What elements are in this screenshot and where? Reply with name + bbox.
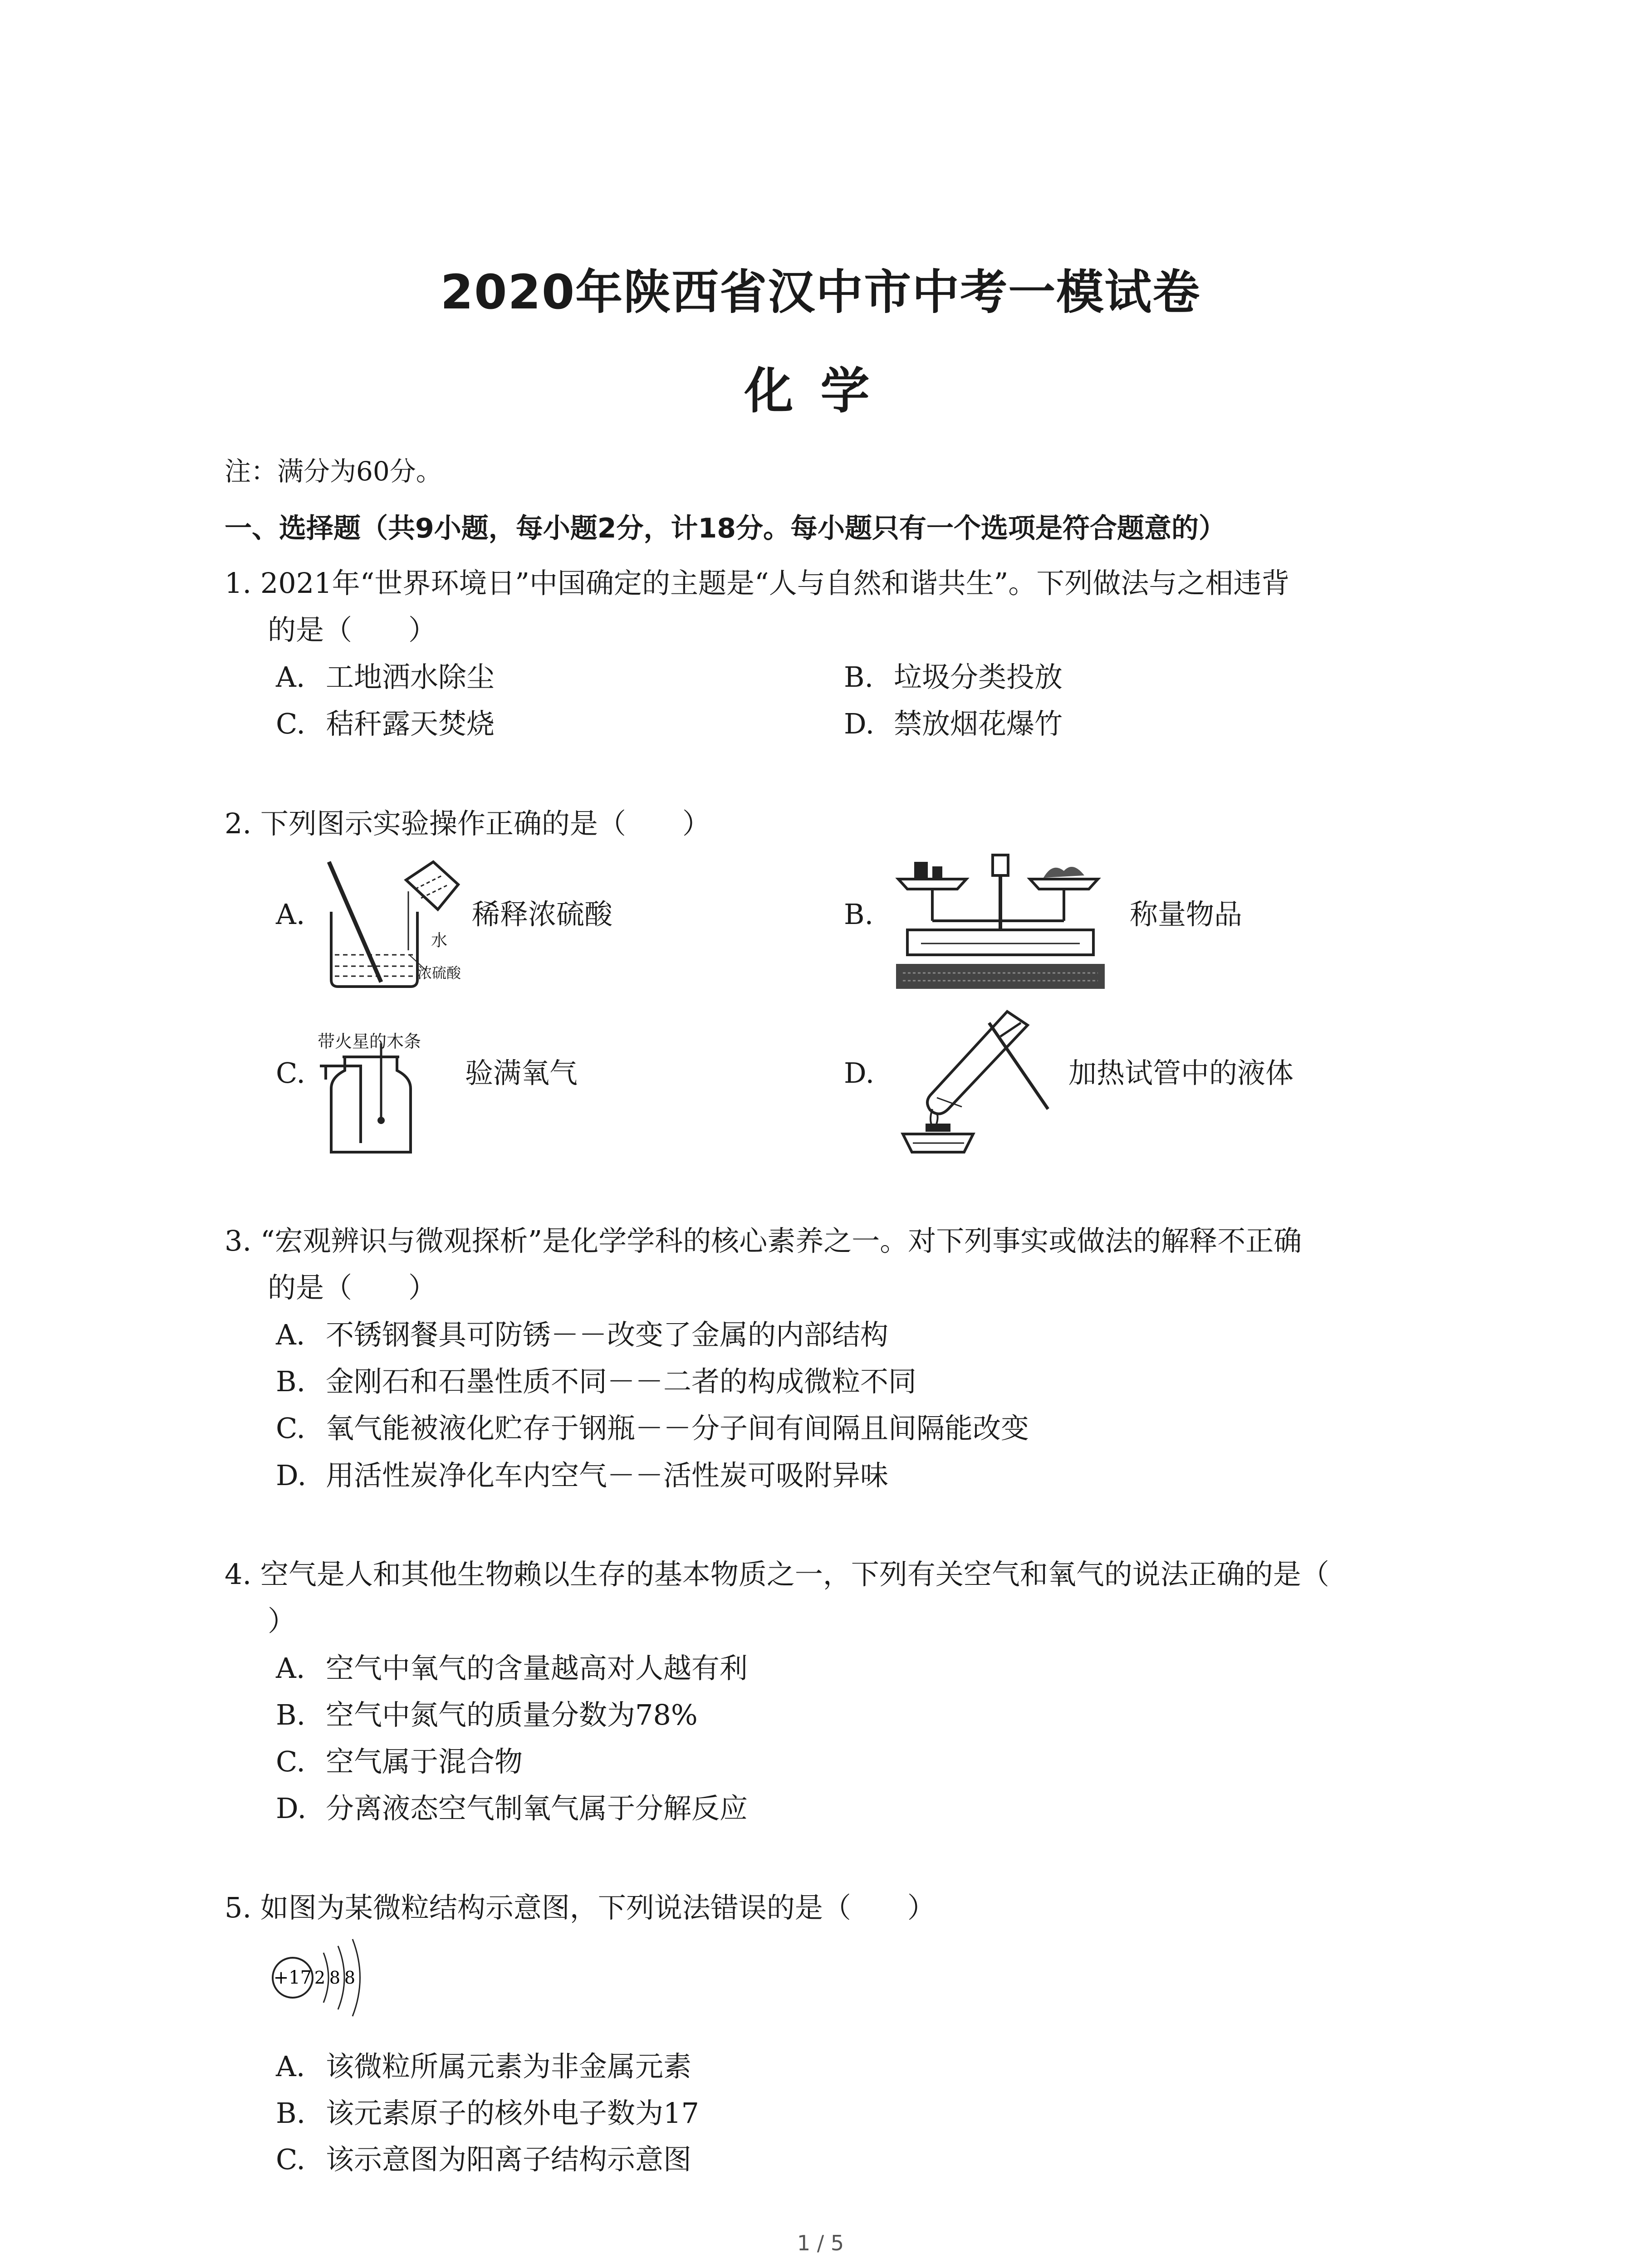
q5-option-b[interactable] [276,2097,699,2130]
q4-option-a[interactable] [276,1652,748,1685]
option-letter: C. [276,707,305,740]
q2-option-d-text: 加热试管中的液体 [1068,1056,1294,1090]
q2-option-b-letter[interactable]: B. [844,898,874,931]
q2-option-a-letter[interactable]: A. [276,898,305,931]
conc-acid-label: 浓硫酸 [417,964,461,982]
q2-option-a-text: 稀释浓硫酸 [472,898,613,931]
option-text: 分离液态空气制氧气属于分解反应 [326,1792,748,1825]
q3-option-a[interactable] [276,1318,889,1351]
option-text: 秸秆露天焚烧 [326,707,495,740]
option-letter: A. [276,2050,305,2083]
score-note: 注：满分为60分。 [225,456,442,487]
option-letter: C. [276,1412,305,1445]
option-letter: B. [276,1698,306,1731]
q4-option-c[interactable] [276,1745,523,1778]
option-text: 空气中氧气的含量越高对人越有利 [326,1652,748,1685]
option-text: 工地洒水除尘 [326,660,495,694]
option-letter: C. [276,1745,305,1778]
option-letter: D. [276,1792,307,1825]
option-letter: C. [276,2143,305,2176]
shell-3-electrons: 8 [344,1968,356,1988]
shell-1-electrons: 2 [314,1968,326,1988]
heating-tube-figure [885,1005,1066,1154]
exam-title: 2020年陕西省汉中市中考一模试卷 [440,264,1201,320]
q3-option-c[interactable] [276,1412,1029,1445]
nucleus-charge: +17 [273,1967,312,1988]
q3-option-d[interactable] [276,1461,888,1490]
option-text: 不锈钢餐具可防锈－－改变了金属的内部结构 [326,1318,889,1351]
option-text: 垃圾分类投放 [894,660,1063,694]
question-1-stem-line2: 的是（ ） [268,613,437,646]
option-text: 禁放烟花爆竹 [894,707,1063,740]
option-text: 空气属于混合物 [326,1745,523,1778]
option-letter: D. [276,1459,307,1492]
q2-option-b-text: 称量物品 [1130,898,1243,931]
water-label: 水 [431,931,448,950]
q5-option-c[interactable] [276,2143,692,2176]
q1-option-a[interactable] [276,660,495,694]
question-4-stem-line2: ） [268,1604,296,1637]
option-letter: A. [276,660,305,694]
page-number: 1 / 5 [797,2231,844,2255]
subject-title: 化学 [744,363,897,420]
option-text: 该微粒所属元素为非金属元素 [326,2050,692,2083]
q2-option-d-letter[interactable]: D. [844,1056,875,1090]
atom-structure-diagram [270,1935,388,2025]
balance-figure [894,853,1107,993]
option-letter: A. [276,1318,305,1351]
option-text: 空气中氮气的质量分数为78% [326,1698,698,1731]
option-letter: A. [276,1652,305,1685]
option-text: 金刚石和石墨性质不同－－二者的构成微粒不同 [326,1365,917,1398]
shell-2-electrons: 8 [329,1968,341,1988]
q1-option-c[interactable] [276,707,495,740]
question-3-stem-line1: 3. “宏观辨识与微观探析”是化学学科的核心素养之一。对下列事实或做法的解释不正确 [225,1224,1302,1257]
q2-option-c-text: 验满氧气 [465,1056,578,1090]
option-text: 该示意图为阳离子结构示意图 [326,2143,692,2176]
question-1-stem-line1: 1. 2021年“世界环境日”中国确定的主题是“人与自然和谐共生”。下列做法与之相违背 [225,567,1290,600]
q1-option-d[interactable] [844,707,1063,740]
question-4-stem-line1: 4. 空气是人和其他生物赖以生存的基本物质之一，下列有关空气和氧气的说法正确的是（ [225,1558,1329,1591]
option-letter: B. [844,660,874,694]
option-letter: B. [276,2097,306,2130]
q2-option-c-letter[interactable]: C. [276,1056,305,1090]
option-letter: D. [844,707,875,740]
option-text: 氧气能被液化贮存于钢瓶－－分子间有间隔且间隔能改变 [326,1412,1029,1445]
oxygen-test-figure [318,1052,426,1157]
option-letter: B. [276,1365,306,1398]
option-text: 用活性炭净化车内空气－－活性炭可吸附异味 [326,1459,889,1492]
q4-option-b[interactable] [276,1698,698,1731]
question-5-stem: 5. 如图为某微粒结构示意图，下列说法错误的是（ ） [225,1891,936,1924]
q4-option-d[interactable] [276,1794,748,1823]
q5-option-a[interactable] [276,2050,692,2083]
question-2-stem: 2. 下列图示实验操作正确的是（ ） [225,807,710,840]
glowing-splint-label: 带火星的木条 [318,1031,421,1051]
q1-option-b[interactable] [844,660,1063,694]
option-text: 该元素原子的核外电子数为17 [326,2097,699,2130]
question-3-stem-line2: 的是（ ） [268,1271,437,1304]
q3-option-b[interactable] [276,1365,917,1398]
section-heading: 一、选择题（共9小题，每小题2分，计18分。每小题只有一个选项是符合题意的） [225,513,1226,544]
